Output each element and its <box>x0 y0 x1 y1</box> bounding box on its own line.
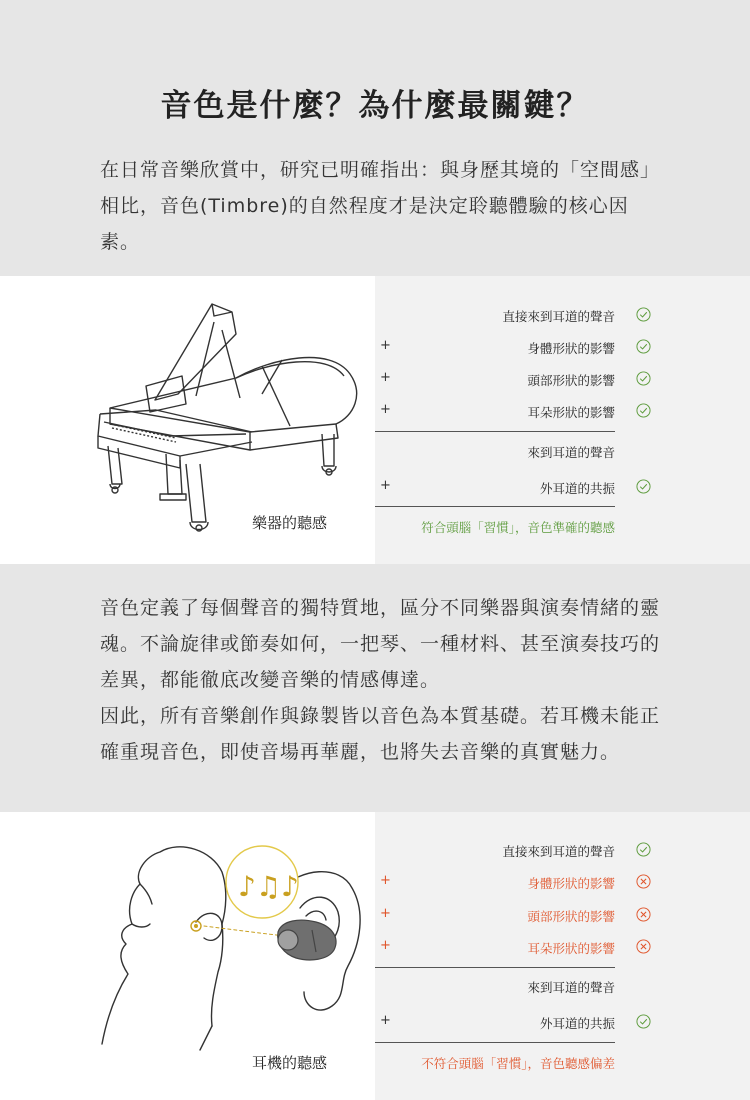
timbre-explanation-section <box>0 564 750 812</box>
cross-circle-icon <box>636 939 651 954</box>
factor-row <box>375 871 750 895</box>
factor-row <box>375 368 750 392</box>
cross-circle-icon <box>636 874 651 889</box>
factor-label: 身體形狀的影響 <box>527 876 615 891</box>
result-text: 符合頭腦「習慣」，音色準確的聽感 <box>421 520 615 535</box>
plus-sign: + <box>380 402 391 417</box>
plus-sign: + <box>380 338 391 353</box>
factor-label: 外耳道的共振 <box>539 1016 615 1031</box>
check-circle-icon <box>636 371 651 386</box>
instrument-factor-list <box>375 276 750 564</box>
plus-sign: + <box>380 873 391 888</box>
factor-label: 直接來到耳道的聲音 <box>502 844 615 859</box>
factor-row <box>375 304 750 328</box>
result-divider <box>375 1042 615 1043</box>
check-circle-icon <box>636 403 651 418</box>
intro-paragraph: 在日常音樂欣賞中，研究已明確指出：與身歷其境的「空間感」相比，音色(Timbre)的自然程度才是決定聆聽體驗的核心因素。 <box>100 159 661 253</box>
earphone-factor-list <box>375 812 750 1100</box>
result-text: 不符合頭腦「習慣」，音色聽感偏差 <box>421 1056 615 1071</box>
body-paragraph <box>100 590 660 770</box>
piano-illustration-area <box>0 276 375 564</box>
check-circle-icon <box>636 307 651 322</box>
earphone-illustration-area <box>0 812 375 1100</box>
plus-sign: + <box>380 906 391 921</box>
factor-row <box>375 936 750 960</box>
earphone-icon <box>278 920 336 960</box>
factor-row <box>375 904 750 928</box>
factor-label: 頭部形狀的影響 <box>527 373 615 388</box>
intro-section <box>0 0 750 276</box>
plus-sign: + <box>380 938 391 953</box>
subtotal-label: 來到耳道的聲音 <box>527 980 615 995</box>
factor-row <box>375 400 750 424</box>
instrument-caption: 樂器的聽感 <box>251 514 327 532</box>
subtotal-row <box>375 440 750 464</box>
subtotal-label: 來到耳道的聲音 <box>527 445 615 460</box>
check-circle-icon <box>636 842 651 857</box>
earphone-listening-panel <box>0 812 750 1100</box>
factor-label: 身體形狀的影響 <box>527 341 615 356</box>
plus-sign: + <box>380 370 391 385</box>
plus-sign: + <box>380 1013 391 1028</box>
cross-circle-icon <box>636 907 651 922</box>
body-text-1: 音色定義了每個聲音的獨特質地，區分不同樂器與演奏情緒的靈魂。不論旋律或節奏如何，一把琴、一種材料、甚至演奏技巧的差異，都能徹底改變音樂的情感傳達。 <box>100 597 661 691</box>
instrument-listening-panel <box>0 276 750 564</box>
body-text-2: 因此，所有音樂創作與錄製皆以音色為本質基礎。若耳機未能正確重現音色，即使音場再華麗，也將失去音樂的真實魅力。 <box>100 705 661 763</box>
page-title: 音色是什麼？為什麼最關鍵？ <box>160 88 590 124</box>
check-circle-icon <box>636 339 651 354</box>
plus-sign: + <box>380 478 391 493</box>
sum-divider <box>375 967 615 968</box>
factor-row <box>375 839 750 863</box>
factor-row <box>375 1011 750 1035</box>
music-notes-icon: ♪♫♪ <box>238 870 299 903</box>
factor-row <box>375 336 750 360</box>
factor-label: 頭部形狀的影響 <box>527 909 615 924</box>
check-circle-icon <box>636 479 651 494</box>
check-circle-icon <box>636 1014 651 1029</box>
sum-divider <box>375 431 615 432</box>
subtotal-row <box>375 975 750 999</box>
factor-label: 耳朵形狀的影響 <box>527 405 615 420</box>
result-divider <box>375 506 615 507</box>
factor-label: 直接來到耳道的聲音 <box>502 309 615 324</box>
factor-label: 外耳道的共振 <box>539 481 615 496</box>
factor-label: 耳朵形狀的影響 <box>527 941 615 956</box>
earphone-caption: 耳機的聽感 <box>251 1054 327 1072</box>
factor-row <box>375 476 750 500</box>
